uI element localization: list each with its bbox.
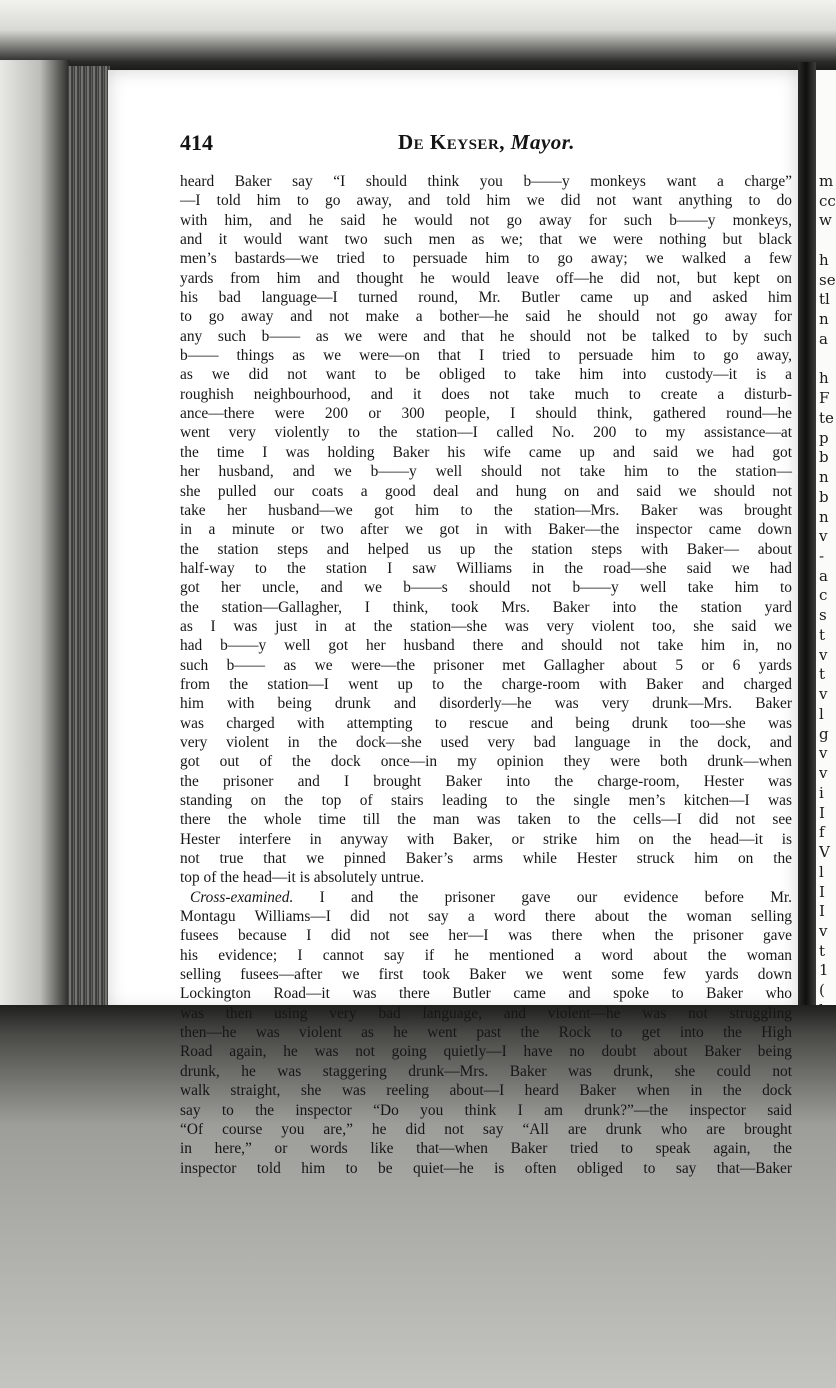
next-page-fragment: I — [819, 882, 825, 901]
next-page-fragment: t — [819, 941, 826, 960]
text-line: fusees because I did not see her—I was there when the prisoner gave — [180, 927, 792, 945]
next-page-fragment: c — [819, 586, 828, 605]
next-page-fragment: h — [819, 250, 829, 269]
next-page-fragment: tl — [819, 290, 830, 309]
text-line: as we did not want to be obliged to take him into custody—it is a — [180, 366, 792, 384]
next-page-fragment: b — [819, 448, 829, 467]
next-page-fragment: v — [819, 764, 828, 783]
text-line: drunk, he was staggering drunk—Mrs. Baker was drunk, she could not — [180, 1062, 792, 1080]
text-line: then—he was violent as he went past the Rock to get into the High — [180, 1024, 792, 1042]
text-line: any such b—— as we were and that he should not be talked to by such — [180, 327, 792, 345]
next-page-fragment: v — [819, 685, 828, 704]
next-page-fragment: s — [819, 606, 827, 625]
text-line: roughish neighbourhood, and it does not take much to create a disturb- — [180, 385, 792, 403]
top-shadow — [0, 0, 836, 70]
next-page-fragment: n — [819, 507, 829, 526]
text-line: went very violently to the station—I called No. 200 to my assistance—at — [180, 424, 792, 442]
book-spine — [68, 66, 110, 1014]
text-line: such b—— as we were—the prisoner met Gallagher about 5 or 6 yards — [180, 656, 792, 674]
text-line: the station—Gallagher, I think, took Mrs. Baker into the station yard — [180, 598, 792, 616]
next-page-fragment: v — [819, 645, 828, 664]
text-line: men’s bastards—we tried to persuade him to go away; we walked a few — [180, 250, 792, 268]
text-line: Road again, he was not going quietly—I have no doubt about Baker being — [180, 1043, 792, 1061]
body-text — [180, 172, 792, 1178]
text-line-rest: I and the prisoner gave our evidence before Mr. — [293, 888, 792, 906]
running-title — [398, 130, 575, 155]
text-line: yards from him and thought he would leave off—he did not, but kept on — [180, 269, 792, 287]
text-line: had b——y well got her husband there and should not take him in, no — [180, 637, 792, 655]
next-page-fragment: F — [819, 389, 830, 408]
text-line: there the whole time till the man was taken to the cells—I did not see — [180, 811, 792, 829]
text-line: as I was just in at the station—she was very violent too, she said we — [180, 617, 792, 635]
text-line: very violent in the dock—she used very bad language in the dock, and — [180, 733, 792, 751]
text-line: heard Baker say “I should think you b——y monkeys want a charge” — [180, 173, 792, 190]
next-page-fragment: t — [819, 625, 826, 644]
running-title-name: De Keyser, — [398, 130, 506, 154]
next-page-fragment: se — [819, 270, 836, 289]
running-title-role: Mayor. — [510, 130, 576, 154]
next-page-fragment: w — [819, 211, 832, 230]
text-line: Hester interfere in anyway with Baker, or strike him on the head—it is — [180, 830, 792, 848]
text-line: Montagu Williams—I did not say a word there about the woman selling — [180, 908, 792, 926]
text-line: b—— things as we were—on that I tried to persuade him to go away, — [180, 347, 792, 365]
next-page-fragment: b — [819, 487, 829, 506]
page-number: 414 — [180, 130, 213, 155]
text-line: in here,” or words like that—when Baker tried to speak again, the — [180, 1140, 792, 1158]
text-line: ance—there were 200 or 300 people, I should think, gathered round—he — [180, 405, 792, 423]
text-line: and it would want two such men as we; that we were nothing but black — [180, 231, 792, 249]
text-line: got out of the dock once—in my opinion they were both drunk—when — [180, 753, 792, 771]
next-page-fragment: n — [819, 468, 829, 487]
text-line: say to the inspector “Do you think I am drunk?”—the inspector said — [180, 1101, 792, 1119]
text-line: was charged with attempting to rescue and being drunk too—she was — [180, 714, 792, 732]
text-line: his bad language—I turned round, Mr. Butler came up and asked him — [180, 289, 792, 307]
text-line: in a minute or two after we got in with Baker—the inspector came down — [180, 521, 792, 539]
text-line: got her uncle, and we b——s should not b——y well take him to — [180, 579, 792, 597]
next-page-fragment: - — [819, 547, 825, 565]
next-page-fragment: I — [819, 902, 825, 921]
next-page-fragment: v — [819, 527, 828, 546]
next-page-fragment: i — [819, 783, 824, 802]
left-book-edge — [0, 60, 70, 1020]
text-line: inspector told him to be quiet—he is often obliged to say that—Baker — [180, 1159, 792, 1177]
text-line: from the station—I went up to the charge-room with Baker and charged — [180, 675, 792, 693]
text-line: her husband, and we b——y well should not take him to the station— — [180, 463, 792, 481]
next-page-fragment: n — [819, 310, 829, 329]
text-line: selling fusees—after we first took Baker we went some few yards down — [180, 966, 792, 984]
text-line: was then using very bad language, and violent—he was not struggling — [180, 1004, 792, 1022]
next-page-fragment: cc — [819, 191, 836, 210]
text-line: the time I was holding Baker his wife came up and said we had got — [180, 443, 792, 461]
next-page-fragment: v — [819, 922, 828, 940]
text-line: standing on the top of stairs leading to the single men’s kitchen—I was — [180, 792, 792, 809]
next-page-fragment: a — [819, 566, 828, 585]
text-line: his evidence; I cannot say if he mentioned a word about the woman — [180, 946, 792, 964]
next-page-fragment: a — [819, 329, 828, 348]
next-page-fragment: 1 — [819, 961, 829, 980]
text-line: “Of course you are,” he did not say “All are drunk who are brought — [180, 1120, 792, 1138]
next-page-fragment: t — [819, 665, 826, 684]
text-line: top of the head—it is absolutely untrue. — [180, 869, 425, 887]
text-line — [180, 888, 792, 907]
next-page-fragment: I — [819, 803, 825, 822]
text-line: half-way to the station I saw Williams in the road—she said we had — [180, 559, 792, 577]
text-line: walk straight, she was reeling about—I heard Baker when in the dock — [180, 1082, 792, 1100]
text-line: the station steps and helped us up the station steps with Baker— about — [180, 540, 792, 558]
text-line: him with being drunk and disorderly—he was very drunk—Mrs. Baker — [180, 695, 792, 713]
text-line: to go away and not make a bother—he said he should not go away for — [180, 308, 792, 326]
next-page-fragment: m — [819, 172, 834, 190]
next-page-fragment: h — [819, 369, 829, 388]
page-gutter — [798, 62, 816, 1020]
next-page-fragment: l — [819, 704, 824, 723]
text-line: the prisoner and I brought Baker into the charge-room, Hester was — [180, 772, 792, 790]
next-page-edge — [816, 70, 836, 1010]
next-page-fragment: te — [819, 408, 834, 427]
text-line: she pulled our coats a good deal and hung on and said we should not — [180, 482, 792, 500]
next-page-fragment: ( — [819, 981, 825, 1000]
cross-examined-lead: Cross-examined. — [190, 888, 294, 906]
page-header — [180, 130, 790, 158]
text-line: Lockington Road—it was there Butler came and spoke to Baker who — [180, 985, 792, 1003]
next-page-fragment: g — [819, 724, 829, 743]
next-page-fragment: f — [819, 823, 825, 842]
text-line: not true that we pinned Baker’s arms while Hester struck him on the — [180, 850, 792, 868]
next-page-fragment: v — [819, 744, 828, 763]
text-line: —I told him to go away, and told him we did not want anything to do — [180, 192, 792, 210]
text-line: take her husband—we got him to the station—Mrs. Baker was brought — [180, 501, 792, 519]
next-page-fragment: l — [819, 862, 824, 881]
next-page-fragment: p — [819, 428, 829, 447]
text-line: with him, and he said he would not go away for such b——y monkeys, — [180, 211, 792, 229]
next-page-fragment: V — [819, 843, 830, 862]
